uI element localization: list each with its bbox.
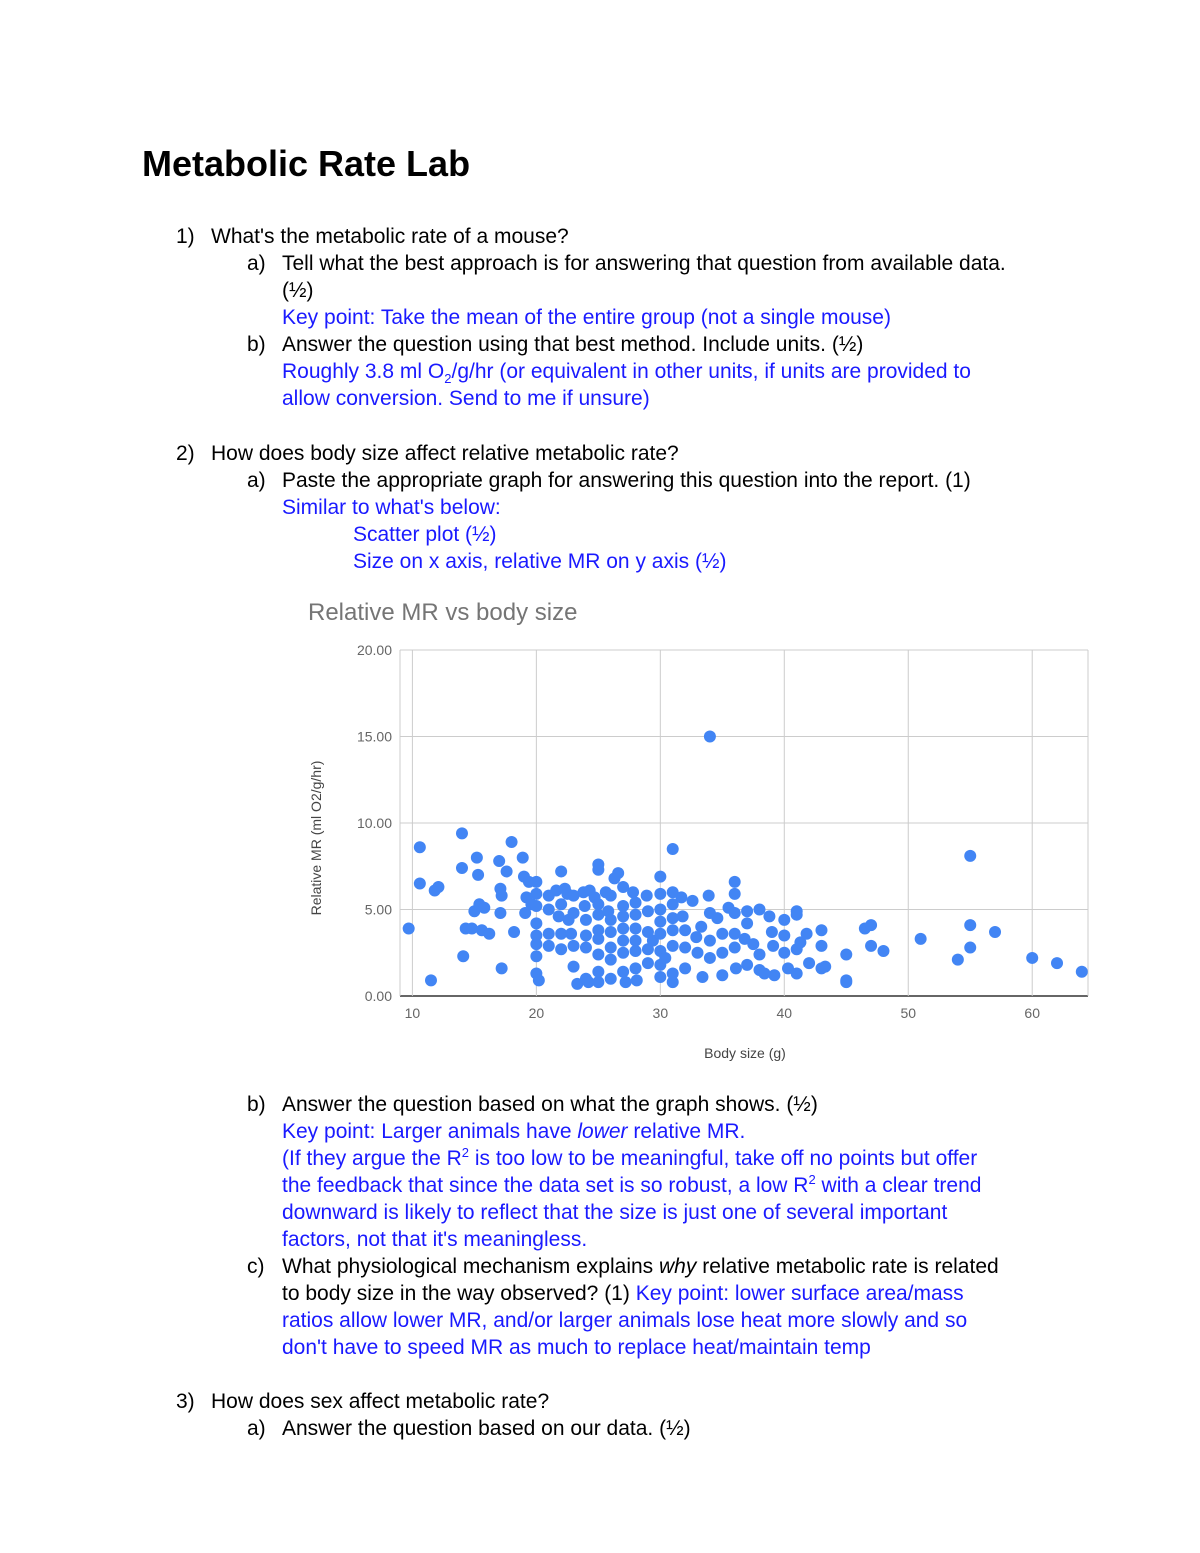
data-point (952, 954, 964, 966)
data-point (741, 959, 753, 971)
data-point (592, 864, 604, 876)
y-tick-label: 20.00 (356, 642, 392, 658)
data-point (506, 836, 518, 848)
data-point (803, 957, 815, 969)
sub-question-text: Paste the appropriate graph for answering this question into the report. (1) (282, 469, 971, 492)
data-point (580, 914, 592, 926)
data-point (530, 900, 542, 912)
data-points (403, 731, 1088, 990)
data-point (729, 907, 741, 919)
data-point (555, 865, 567, 877)
data-point (617, 947, 629, 959)
data-point (496, 962, 508, 974)
data-point (530, 876, 542, 888)
data-point (716, 928, 728, 940)
data-point (630, 897, 642, 909)
data-point (768, 969, 780, 981)
question-number: 3) (176, 1390, 195, 1413)
data-point (414, 878, 426, 890)
x-tick-labels (405, 1005, 1041, 1021)
data-point (630, 923, 642, 935)
data-point (592, 933, 604, 945)
data-point (704, 935, 716, 947)
data-point (840, 976, 852, 988)
data-point (1051, 957, 1063, 969)
sub-question-text: Answer the question based on what the graph shows. (½) (282, 1093, 818, 1116)
question-text: How does sex affect metabolic rate? (211, 1390, 550, 1413)
data-point (865, 919, 877, 931)
question-number: 2) (176, 442, 195, 465)
data-point (747, 938, 759, 950)
data-point (620, 976, 632, 988)
data-point (605, 914, 617, 926)
data-point (592, 898, 604, 910)
page-title: Metabolic Rate Lab (142, 143, 471, 184)
data-point (592, 966, 604, 978)
data-point (815, 924, 827, 936)
data-point (472, 869, 484, 881)
x-tick-label: 50 (900, 1005, 917, 1021)
data-point (778, 914, 790, 926)
data-point (989, 926, 1001, 938)
data-point (654, 928, 666, 940)
sub-question-text: Tell what the best approach is for answering that question from available data. (282, 252, 1006, 275)
data-point (778, 929, 790, 941)
data-point (696, 971, 708, 983)
data-point (679, 924, 691, 936)
data-point (605, 890, 617, 902)
answer-key-detail: Scatter plot (½) (353, 523, 497, 546)
data-point (729, 876, 741, 888)
data-point (579, 900, 591, 912)
chart-title: Relative MR vs body size (308, 599, 578, 626)
data-point (471, 852, 483, 864)
data-point (763, 910, 775, 922)
data-point (508, 926, 520, 938)
data-point (555, 943, 567, 955)
data-point (703, 890, 715, 902)
y-tick-label: 0.00 (364, 988, 392, 1004)
data-point (767, 940, 779, 952)
data-point (766, 926, 778, 938)
data-point (403, 923, 415, 935)
data-point (580, 942, 592, 954)
data-point (819, 961, 831, 973)
data-point (493, 855, 505, 867)
sub-question-text: What physiological mechanism explains why relative metabolic rate is related (282, 1255, 999, 1278)
x-tick-label: 60 (1024, 1005, 1041, 1021)
data-point (642, 905, 654, 917)
data-point (815, 940, 827, 952)
data-point (654, 916, 666, 928)
data-point (679, 962, 691, 974)
answer-key-detail: Size on x axis, relative MR on y axis (½) (353, 550, 727, 573)
data-point (496, 890, 508, 902)
data-point (667, 940, 679, 952)
data-point (483, 928, 495, 940)
answer-key-continued: allow conversion. Send to me if unsure) (282, 387, 650, 410)
data-point (753, 904, 765, 916)
data-point (631, 974, 643, 986)
answer-key: Key point: Larger animals have lower relative MR. (282, 1120, 746, 1143)
data-point (667, 924, 679, 936)
data-point (617, 910, 629, 922)
data-point (457, 950, 469, 962)
sub-question-label: b) (247, 1093, 266, 1116)
data-point (617, 923, 629, 935)
data-point (627, 886, 639, 898)
data-point (630, 962, 642, 974)
y-tick-label: 10.00 (356, 815, 392, 831)
data-point (716, 947, 728, 959)
data-point (605, 942, 617, 954)
sub-question-label: a) (247, 469, 266, 492)
data-point (791, 909, 803, 921)
sub-question-text: Answer the question based on our data. (½) (282, 1417, 691, 1440)
data-point (1026, 952, 1038, 964)
data-point (730, 962, 742, 974)
data-point (840, 948, 852, 960)
question-text: How does body size affect relative metabolic rate? (211, 442, 679, 465)
data-point (692, 947, 704, 959)
data-point (617, 966, 629, 978)
data-point (964, 850, 976, 862)
data-point (801, 928, 813, 940)
data-point (612, 867, 624, 879)
answer-key: Roughly 3.8 ml $O_2/g/hr$ (or equivalent in other units, if units are provided to (282, 360, 971, 387)
y-tick-label: 5.00 (364, 901, 392, 918)
data-point (530, 917, 542, 929)
data-point (915, 933, 927, 945)
x-axis-label: Body size (g) (704, 1045, 786, 1061)
data-point (530, 888, 542, 900)
data-point (695, 921, 707, 933)
data-point (592, 948, 604, 960)
scatter-chart (300, 588, 1100, 1068)
data-point (667, 976, 679, 988)
question-number: 1) (176, 225, 195, 248)
answer-key-continued: downward is likely to reflect that the size is just one of several important (282, 1201, 948, 1224)
data-point (592, 976, 604, 988)
data-point (543, 928, 555, 940)
answer-key-continued: factors, not that it's meaningless. (282, 1228, 588, 1251)
answer-key-continued: don't have to speed MR as much to replace heat/maintain temp (282, 1336, 871, 1359)
data-point (617, 900, 629, 912)
answer-key-continued: the feedback that since the data set is so robust, a low $R^2$ with a clear trend (282, 1172, 982, 1197)
data-point (568, 961, 580, 973)
data-point (659, 952, 671, 964)
data-point (605, 926, 617, 938)
data-point (741, 917, 753, 929)
answer-key-continued: ratios allow lower MR, and/or larger animals lose heat more slowly and so (282, 1309, 968, 1332)
answer-key: Similar to what's below: (282, 496, 501, 519)
data-point (687, 895, 699, 907)
data-point (568, 907, 580, 919)
data-point (517, 852, 529, 864)
sub-question-label: a) (247, 1417, 266, 1440)
sub-question-label: c) (247, 1255, 265, 1278)
data-point (704, 731, 716, 743)
question-text: What's the metabolic rate of a mouse? (211, 225, 569, 248)
data-point (865, 940, 877, 952)
data-point (630, 935, 642, 947)
data-point (690, 931, 702, 943)
data-point (555, 898, 567, 910)
data-point (791, 968, 803, 980)
data-point (605, 973, 617, 985)
data-point (675, 891, 687, 903)
data-point (425, 974, 437, 986)
data-point (778, 947, 790, 959)
x-tick-label: 20 (528, 1005, 545, 1021)
data-point (617, 935, 629, 947)
data-point (753, 948, 765, 960)
data-point (533, 974, 545, 986)
data-point (494, 907, 506, 919)
data-point (716, 969, 728, 981)
data-point (1076, 966, 1088, 978)
data-point (530, 950, 542, 962)
answer-key: Key point: Take the mean of the entire group (not a single mouse) (282, 306, 891, 329)
data-point (667, 843, 679, 855)
data-point (654, 971, 666, 983)
data-point (641, 890, 653, 902)
data-point (565, 928, 577, 940)
sub-question-text: Answer the question using that best method. Include units. (½) (282, 333, 864, 356)
data-point (729, 888, 741, 900)
data-point (654, 904, 666, 916)
data-point (741, 905, 753, 917)
answer-key-continued: (If they argue the $R^2$ is too low to be meaningful, take off no points but offer (282, 1145, 978, 1170)
y-axis-label: Relative MR (ml O2/g/hr) (308, 760, 324, 916)
data-point (877, 945, 889, 957)
y-tick-label: 15.00 (356, 728, 392, 745)
data-point (711, 912, 723, 924)
data-point (654, 888, 666, 900)
points-value: (½) (282, 279, 314, 302)
sub-question-label: b) (247, 333, 266, 356)
sub-question-text-continued: to body size in the way observed? (1) Key point: lower surface area/mass (282, 1282, 964, 1305)
data-point (530, 938, 542, 950)
y-tick-labels (357, 642, 392, 1004)
data-point (478, 902, 490, 914)
data-point (630, 909, 642, 921)
data-point (432, 881, 444, 893)
data-point (630, 945, 642, 957)
data-point (414, 841, 426, 853)
data-point (704, 952, 716, 964)
data-point (654, 871, 666, 883)
x-tick-label: 10 (404, 1005, 421, 1021)
sub-question-label: a) (247, 252, 266, 275)
data-point (964, 942, 976, 954)
data-point (543, 904, 555, 916)
data-point (964, 919, 976, 931)
data-point (501, 865, 513, 877)
x-tick-label: 30 (652, 1005, 669, 1021)
data-point (568, 940, 580, 952)
x-tick-label: 40 (776, 1005, 793, 1021)
data-point (642, 957, 654, 969)
data-point (605, 954, 617, 966)
data-point (677, 910, 689, 922)
data-point (729, 942, 741, 954)
data-point (456, 862, 468, 874)
data-point (679, 942, 691, 954)
data-point (543, 940, 555, 952)
data-point (580, 929, 592, 941)
data-point (456, 827, 468, 839)
